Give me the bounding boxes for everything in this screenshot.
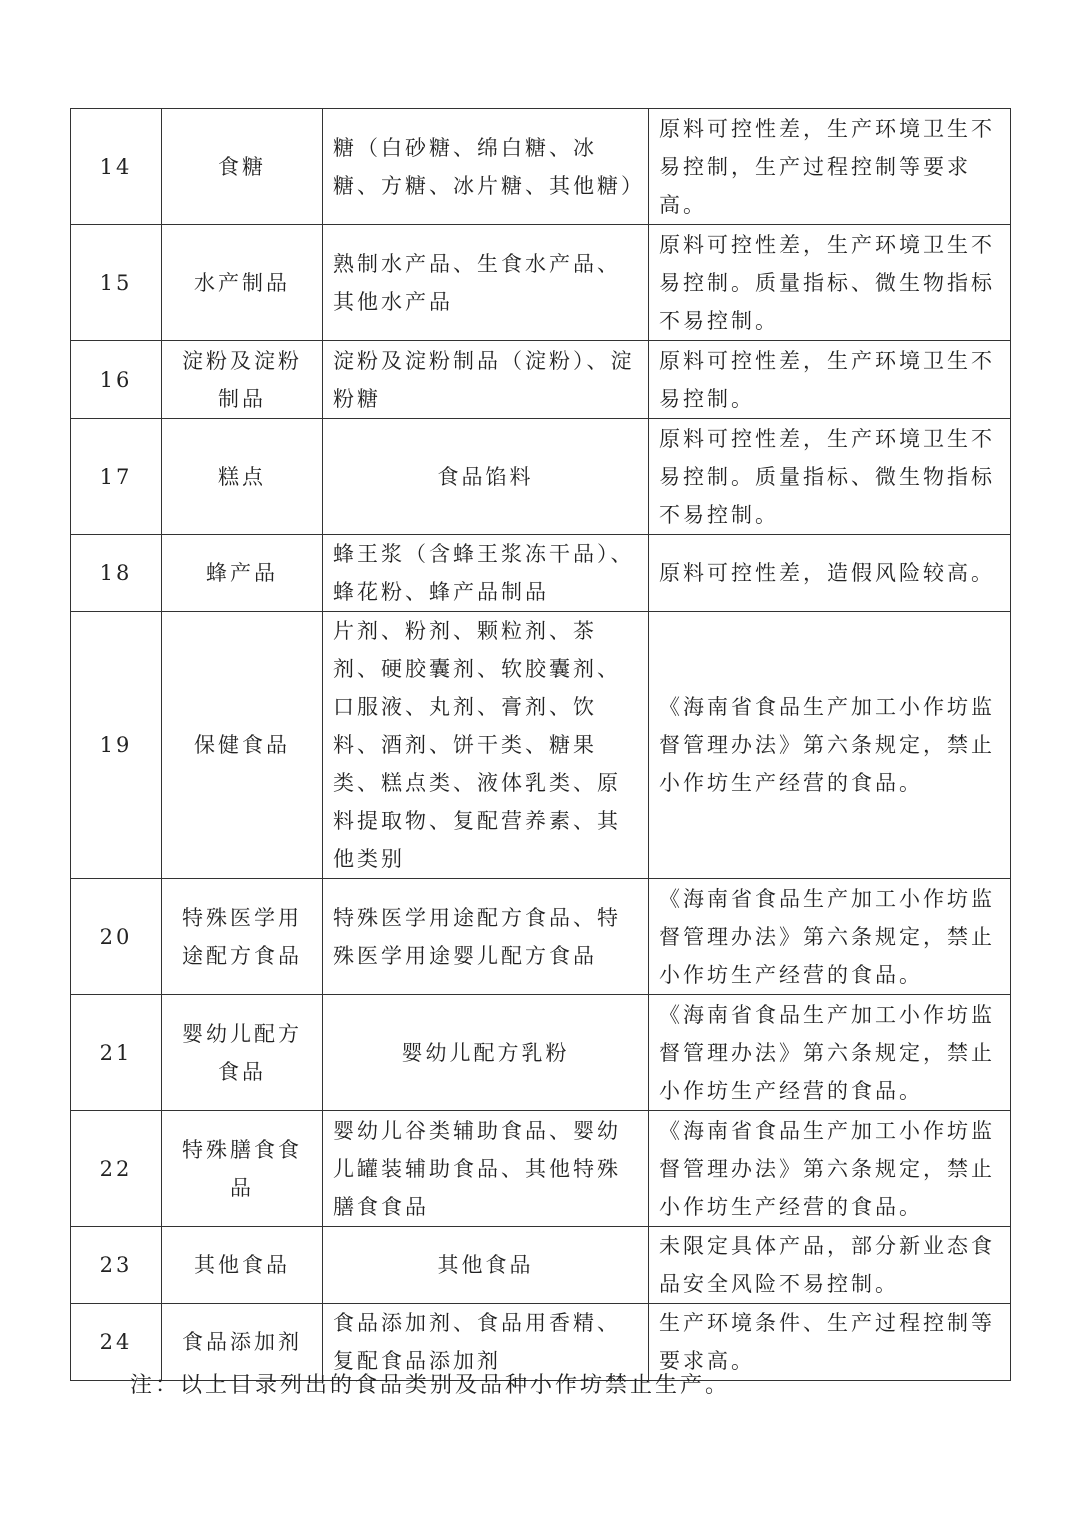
table-row bbox=[71, 225, 1011, 341]
food-category: 水产制品 bbox=[162, 225, 323, 341]
row-number: 23 bbox=[71, 1227, 162, 1304]
row-number: 24 bbox=[71, 1304, 162, 1381]
table-row bbox=[71, 419, 1011, 535]
prohibition-reason: 《海南省食品生产加工小作坊监督管理办法》第六条规定，禁止小作坊生产经营的食品。 bbox=[649, 995, 1011, 1111]
food-varieties: 婴幼儿配方乳粉 bbox=[323, 995, 649, 1111]
prohibition-reason: 原料可控性差，生产环境卫生不易控制。质量指标、微生物指标不易控制。 bbox=[649, 419, 1011, 535]
row-number: 15 bbox=[71, 225, 162, 341]
table-row bbox=[71, 1227, 1011, 1304]
food-varieties: 婴幼儿谷类辅助食品、婴幼儿罐装辅助食品、其他特殊膳食食品 bbox=[323, 1111, 649, 1227]
table-row bbox=[71, 995, 1011, 1111]
food-varieties: 糖（白砂糖、绵白糖、冰糖、方糖、冰片糖、其他糖） bbox=[323, 109, 649, 225]
row-number: 18 bbox=[71, 535, 162, 612]
food-category: 特殊医学用途配方食品 bbox=[162, 879, 323, 995]
food-category: 食糖 bbox=[162, 109, 323, 225]
row-number: 21 bbox=[71, 995, 162, 1111]
food-category: 蜂产品 bbox=[162, 535, 323, 612]
food-varieties: 特殊医学用途配方食品、特殊医学用途婴儿配方食品 bbox=[323, 879, 649, 995]
food-category: 其他食品 bbox=[162, 1227, 323, 1304]
table-row bbox=[71, 879, 1011, 995]
table-row bbox=[71, 341, 1011, 419]
food-varieties: 食品添加剂、食品用香精、复配食品添加剂 bbox=[323, 1304, 649, 1381]
prohibition-reason: 《海南省食品生产加工小作坊监督管理办法》第六条规定，禁止小作坊生产经营的食品。 bbox=[649, 612, 1011, 879]
food-varieties: 食品馅料 bbox=[323, 419, 649, 535]
prohibition-reason: 原料可控性差，生产环境卫生不易控制，生产过程控制等要求高。 bbox=[649, 109, 1011, 225]
footnote: 注：以上目录列出的食品类别及品种小作坊禁止生产。 bbox=[130, 1373, 731, 1398]
row-number: 14 bbox=[71, 109, 162, 225]
food-varieties: 片剂、粉剂、颗粒剂、茶剂、硬胶囊剂、软胶囊剂、口服液、丸剂、膏剂、饮料、酒剂、饼干类、糖果类、糕点类、液体乳类、原料提取物、复配营养素、其他类别 bbox=[323, 612, 649, 879]
food-category: 糕点 bbox=[162, 419, 323, 535]
food-category: 保健食品 bbox=[162, 612, 323, 879]
prohibition-reason: 生产环境条件、生产过程控制等要求高。 bbox=[649, 1304, 1011, 1381]
food-varieties: 蜂王浆（含蜂王浆冻干品）、蜂花粉、蜂产品制品 bbox=[323, 535, 649, 612]
prohibition-reason: 原料可控性差，造假风险较高。 bbox=[649, 535, 1011, 612]
prohibition-reason: 《海南省食品生产加工小作坊监督管理办法》第六条规定，禁止小作坊生产经营的食品。 bbox=[649, 1111, 1011, 1227]
food-category: 特殊膳食食品 bbox=[162, 1111, 323, 1227]
table-row bbox=[71, 1111, 1011, 1227]
food-varieties: 其他食品 bbox=[323, 1227, 649, 1304]
food-category: 淀粉及淀粉制品 bbox=[162, 341, 323, 419]
row-number: 17 bbox=[71, 419, 162, 535]
table-row bbox=[71, 109, 1011, 225]
food-category: 食品添加剂 bbox=[162, 1304, 323, 1381]
row-number: 22 bbox=[71, 1111, 162, 1227]
food-category-table bbox=[70, 108, 1011, 1381]
row-number: 20 bbox=[71, 879, 162, 995]
food-varieties: 熟制水产品、生食水产品、其他水产品 bbox=[323, 225, 649, 341]
row-number: 19 bbox=[71, 612, 162, 879]
prohibition-reason: 未限定具体产品，部分新业态食品安全风险不易控制。 bbox=[649, 1227, 1011, 1304]
food-varieties: 淀粉及淀粉制品（淀粉）、淀粉糖 bbox=[323, 341, 649, 419]
row-number: 16 bbox=[71, 341, 162, 419]
table-row bbox=[71, 535, 1011, 612]
table-row bbox=[71, 612, 1011, 879]
prohibition-reason: 《海南省食品生产加工小作坊监督管理办法》第六条规定，禁止小作坊生产经营的食品。 bbox=[649, 879, 1011, 995]
prohibition-reason: 原料可控性差，生产环境卫生不易控制。质量指标、微生物指标不易控制。 bbox=[649, 225, 1011, 341]
food-category: 婴幼儿配方食品 bbox=[162, 995, 323, 1111]
prohibition-reason: 原料可控性差，生产环境卫生不易控制。 bbox=[649, 341, 1011, 419]
